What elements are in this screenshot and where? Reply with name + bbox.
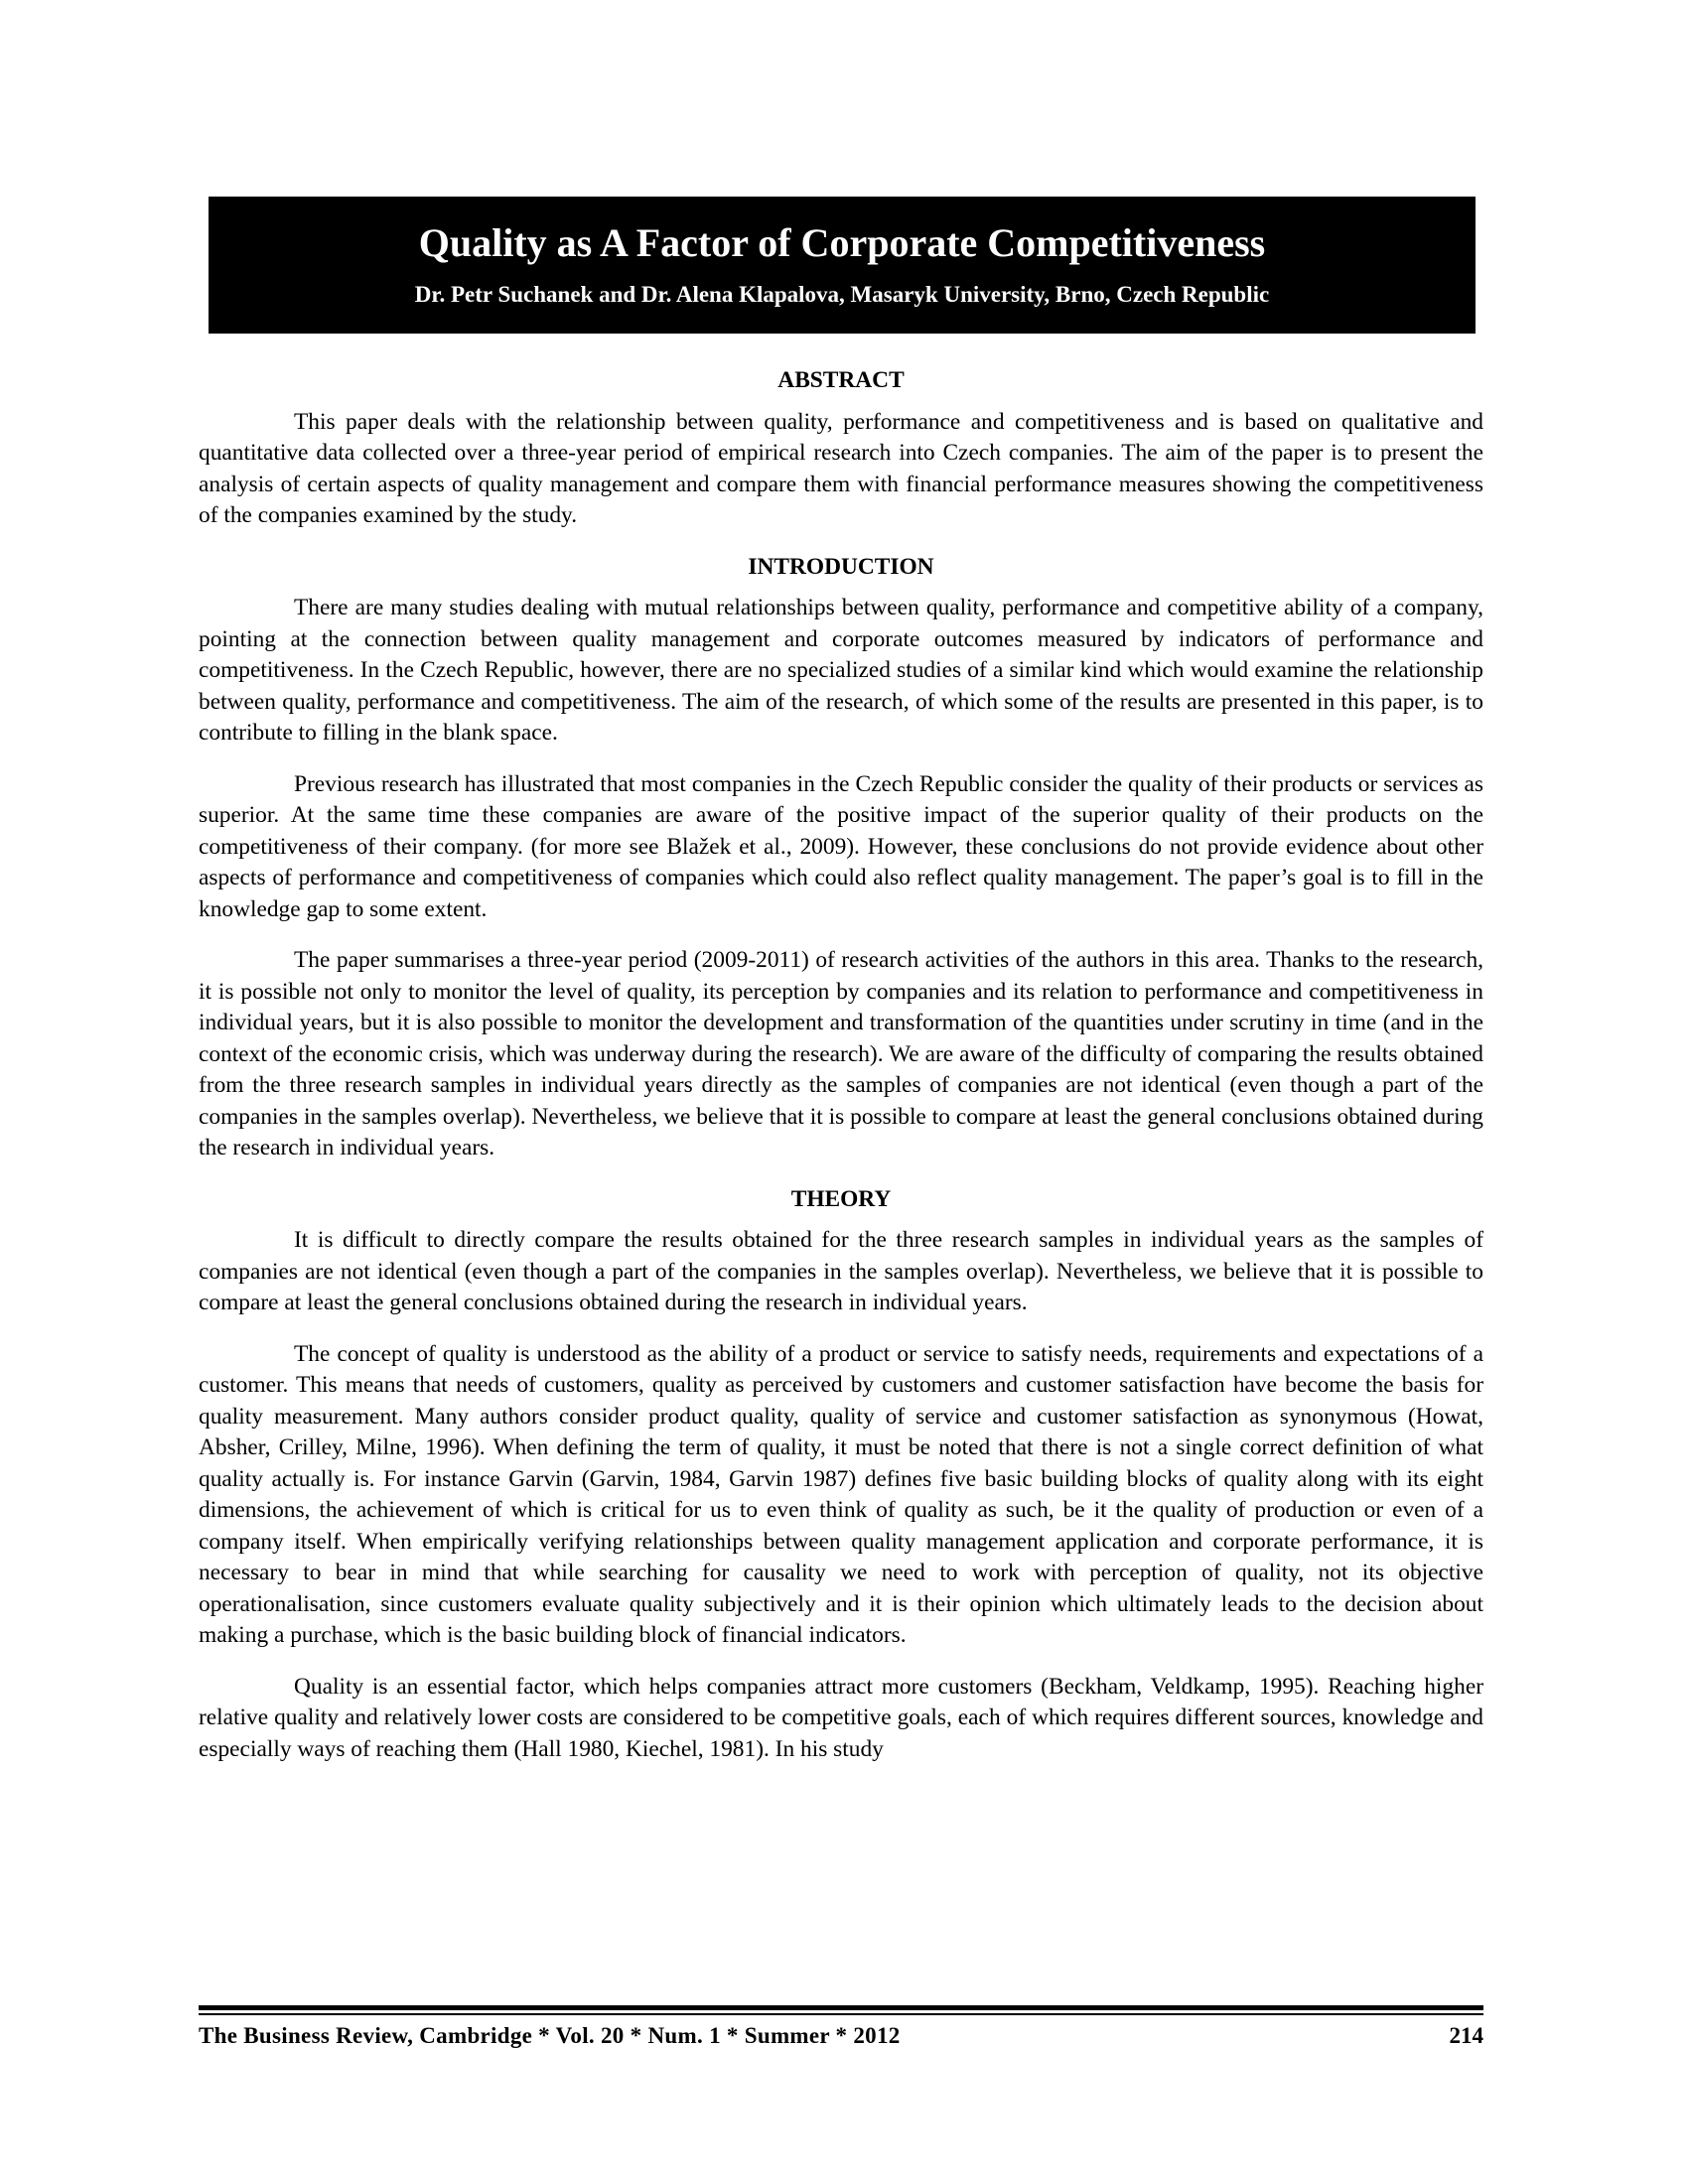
journal-citation: The Business Review, Cambridge * Vol. 20 * Num. 1 * Summer * 2012 [199, 2023, 901, 2048]
page-footer [199, 2005, 1483, 2065]
abstract-paragraph: This paper deals with the relationship between quality, performance and competitiveness and is based on qualitative and quantitative data collected over a three-year period of empirical research into Czech companies. The aim of the paper is to present the analysis of certain aspects of quality management and compare them with financial performance measures showing the competitiveness of the companies examined by the study. [199, 408, 1483, 528]
theory-paragraph: It is difficult to directly compare the results obtained for the three research samples in individual years as the samples of companies are not identical (even though a part of the companies in the samples overlap). Nevertheless, we believe that it is possible to compare at least the general conclusions obtained during the research in individual years. [199, 1227, 1483, 1315]
introduction-heading: INTRODUCTION [748, 553, 934, 580]
theory-section [199, 1184, 1483, 1766]
introduction-paragraph: The paper summarises a three-year period (2009-2011) of research activities of the authors in this area. Thanks to the research, it is possible not only to monitor the level of quality, its perception by companies and its relation to performance and competitiveness in individual years, but it is also possible to monitor the development and transformation of the quantities under scrutiny in time (and in the context of the economic crisis, which was underway during the research). We are aware of the difficulty of comparing the results obtained from the three research samples in individual years directly as the samples of companies are not identical (even though a part of the companies in the samples overlap). Nevertheless, we believe that it is possible to compare at least the general conclusions obtained during the research in individual years. [199, 947, 1483, 1160]
theory-paragraph: The concept of quality is understood as the ability of a product or service to satisfy needs, requirements and expectations of a customer. This means that needs of customers, quality as perceived by customers and customer satisfaction have become the basis for quality measurement. Many authors consider product quality, quality of service and customer satisfaction as synonymous (Howat, Absher, Crilley, Milne, 1996). When defining the term of quality, it must be noted that there is not a single correct definition of what quality actually is. For instance Garvin (Garvin, 1984, Garvin 1987) defines five basic building blocks of quality along with its eight dimensions, the achievement of which is critical for us to even think of quality as such, be it the quality of production or even of a company itself. When empirically verifying relationships between quality management application and corporate performance, it is necessary to bear in mind that while searching for causality we need to work with perception of quality, not its objective operationalisation, since customers evaluate quality subjectively and it is their opinion which ultimately leads to the decision about making a purchase, which is the basic building block of financial indicators. [199, 1340, 1483, 1648]
abstract-heading: ABSTRACT [777, 367, 905, 393]
footer-rule-thin [199, 2013, 1483, 2015]
theory-heading: THEORY [790, 1185, 892, 1212]
footer-rule-thick [199, 2005, 1483, 2010]
title-block [209, 197, 1476, 334]
paper-authors: Dr. Petr Suchanek and Dr. Alena Klapalova, Masaryk University, Brno, Czech Republic [414, 282, 1270, 307]
abstract-section [199, 365, 1483, 532]
paper-title: Quality as A Factor of Corporate Competitiveness [418, 220, 1266, 265]
theory-paragraph: Quality is an essential factor, which helps companies attract more customers (Beckham, Veldkamp, 1995). Reaching higher relative quality and relatively lower costs are considered to be competitive goals, each of which requires different sources, knowledge and especially ways of reaching them (Hall 1980, Kiechel, 1981). In his study [199, 1673, 1483, 1762]
page-number: 214 [1449, 2023, 1483, 2048]
introduction-paragraph: Previous research has illustrated that most companies in the Czech Republic consider the quality of their products or services as superior. At the same time these companies are aware of the positive impact of the superior quality of their products on the competitiveness of their company. (for more see Blažek et al., 2009). However, these conclusions do not provide evidence about other aspects of performance and competitiveness of companies which could also reflect quality management. The paper’s goal is to fill in the knowledge gap to some extent. [199, 770, 1483, 922]
introduction-section [199, 552, 1483, 1164]
introduction-paragraph: There are many studies dealing with mutual relationships between quality, performance and competitive ability of a company, pointing at the connection between quality management and corporate outcomes measured by indicators of performance and competitiveness. In the Czech Republic, however, there are no specialized studies of a similar kind which would examine the relationship between quality, performance and competitiveness. The aim of the research, of which some of the results are presented in this paper, is to contribute to filling in the blank space. [199, 595, 1483, 746]
paper-body [199, 365, 1483, 1785]
